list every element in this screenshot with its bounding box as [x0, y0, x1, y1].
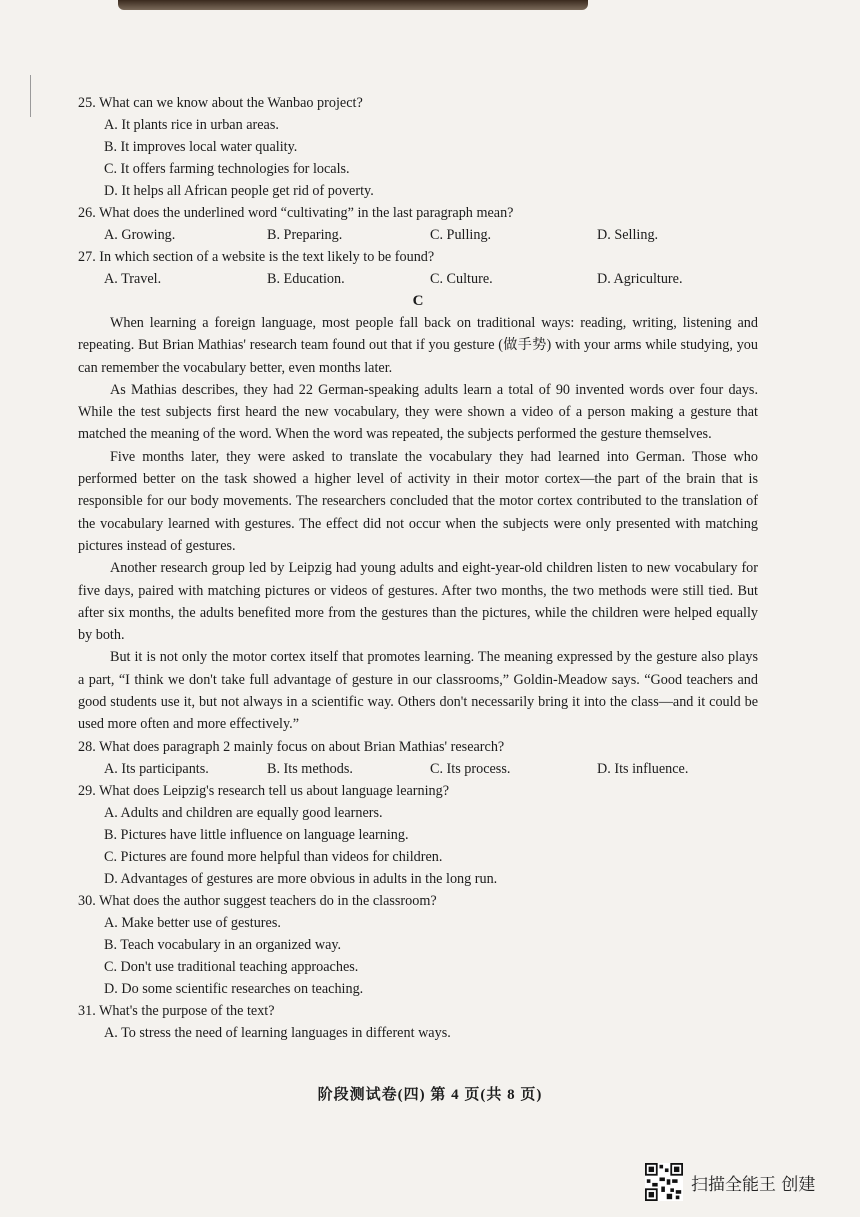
question-stem: 28. What does paragraph 2 mainly focus on about Brian Mathias' research?: [78, 738, 505, 755]
qr-code-icon: [645, 1163, 683, 1201]
option: D. Do some scientific researches on teaching.: [104, 980, 364, 997]
margin-mark: [30, 75, 31, 117]
passage-paragraph: When learning a foreign language, most people fall back on traditional ways: reading, writing, listening and repeating. But Brian Mathias' research team found out that if you gesture (做手势) with your arms while studying, you can remember the vocabulary better, even months later.: [78, 315, 758, 376]
page-footer: 阶段测试卷(四) 第 4 页(共 8 页): [317, 1087, 543, 1103]
passage-paragraph: Five months later, they were asked to translate the vocabulary they had learned into German. Those who performed better on the task showed a higher level of activity in their motor cortex—the part of the brain that is responsible for our body movements. The researchers concluded that the motor cortex contributed to the translation of the vocabulary learned with gestures. The effect did not occur when the subjects were only presented with matching pictures instead of gestures.: [78, 448, 758, 554]
question-stem: 27. In which section of a website is the text likely to be found?: [78, 249, 435, 265]
option-row: [104, 268, 758, 290]
option: C. It offers farming technologies for locals.: [104, 161, 350, 177]
scan-edge-shadow: [118, 0, 588, 10]
option: D. Advantages of gestures are more obvious in adults in the long run.: [104, 870, 498, 887]
option-row: [104, 758, 758, 780]
option: C. Pulling.: [430, 227, 492, 243]
question-stem: 31. What's the purpose of the text?: [78, 1002, 275, 1019]
exam-page: [78, 92, 758, 1044]
option: C. Don't use traditional teaching approaches.: [104, 958, 359, 975]
option: C. Culture.: [430, 271, 493, 287]
watermark-text: 扫描全能王 创建: [691, 1174, 816, 1195]
option-row: [104, 224, 758, 246]
option: C. Pictures are found more helpful than videos for children.: [104, 848, 443, 865]
option: A. Make better use of gestures.: [104, 914, 281, 931]
option: B. Preparing.: [267, 227, 343, 243]
option: B. Its methods.: [267, 760, 353, 777]
passage-paragraph: But it is not only the motor cortex itself that promotes learning. The meaning expressed by the gesture also plays a part, “I think we don't take full advantage of gesture in our classrooms,” Goldin-Meadow says. “Good teachers and good students use it, but not always in a scientific way. Others don't necessarily bring it into the class—and it could be used more often and more effectively.”: [78, 649, 758, 733]
option: A. Its participants.: [104, 760, 209, 777]
question-stem: 30. What does the author suggest teachers do in the classroom?: [78, 892, 437, 909]
question-stem: 25. What can we know about the Wanbao project?: [78, 95, 363, 111]
option: A. Growing.: [104, 227, 176, 243]
scanner-watermark: [645, 1162, 815, 1202]
option: B. Pictures have little influence on language learning.: [104, 826, 409, 843]
option: C. Its process.: [430, 760, 511, 777]
passage-paragraph: As Mathias describes, they had 22 German-speaking adults learn a total of 90 invented words over four days. While the test subjects first heard the new vocabulary, they were shown a video of a person making a gesture that matched the meaning of the word. When the word was repeated, the subjects performed the gesture themselves.: [78, 381, 758, 443]
option: D. Its influence.: [597, 760, 689, 777]
question-stem: 29. What does Leipzig's research tell us about language learning?: [78, 782, 450, 799]
option: D. Agriculture.: [597, 271, 683, 287]
question-stem: 26. What does the underlined word “cultivating” in the last paragraph mean?: [78, 205, 514, 221]
option: D. It helps all African people get rid of poverty.: [104, 183, 374, 199]
section-heading: C: [412, 293, 424, 309]
option: D. Selling.: [597, 227, 659, 243]
passage-paragraph: Another research group led by Leipzig had young adults and eight-year-old children listen to new vocabulary for five days, paired with matching pictures or videos of gestures. After two months, the two methods were still tied. But after six months, the adults benefited more from the gestures than the pictures, while the children were helped equally by both.: [78, 560, 758, 644]
option: A. Adults and children are equally good learners.: [104, 804, 383, 821]
option: B. Teach vocabulary in an organized way.: [104, 936, 342, 953]
option: B. It improves local water quality.: [104, 139, 298, 155]
option: A. It plants rice in urban areas.: [104, 117, 279, 133]
option: B. Education.: [267, 271, 345, 287]
option: A. To stress the need of learning languages in different ways.: [104, 1024, 451, 1041]
option: A. Travel.: [104, 271, 162, 287]
